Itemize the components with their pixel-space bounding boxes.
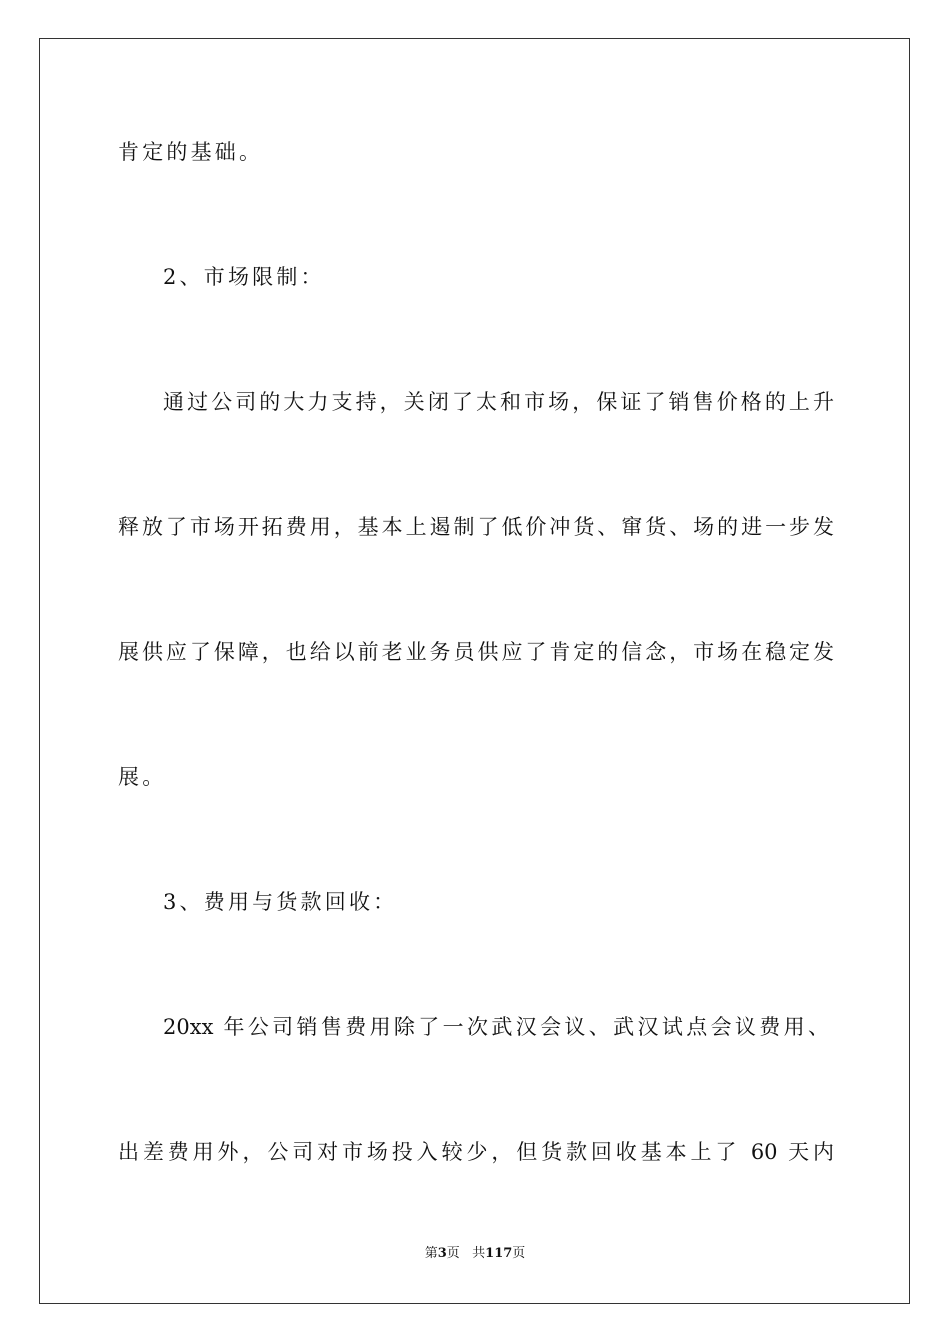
text-line-9: 出差费用外，公司对市场投入较少，但货款回收基本上了 60 天内 [118, 1140, 834, 1164]
text-line-1: 肯定的基础。 [118, 140, 264, 164]
page-border [39, 38, 910, 1304]
current-page-number: 3 [437, 1246, 447, 1261]
footer-prefix: 第 [424, 1246, 438, 1261]
total-page-number: 117 [485, 1246, 513, 1261]
text-line-4: 释放了市场开拓费用，基本上遏制了低价冲货、窜货、场的进一步发 [118, 515, 834, 539]
text-line-6: 展。 [118, 765, 167, 789]
text-line-8: 20xx 年公司销售费用除了一次武汉会议、武汉试点会议费用、 [163, 1015, 829, 1039]
footer-suffix: 页 [512, 1246, 526, 1261]
page-footer [0, 1246, 950, 1262]
text-line-5: 展供应了保障，也给以前老业务员供应了肯定的信念，市场在稳定发 [118, 640, 834, 664]
section-heading-market-restriction: 2、市场限制： [163, 265, 325, 289]
footer-mid: 页 共 [446, 1246, 486, 1261]
text-line-3: 通过公司的大力支持，关闭了太和市场，保证了销售价格的上升 [163, 390, 834, 414]
section-heading-expense-collection: 3、费用与货款回收： [163, 890, 398, 914]
